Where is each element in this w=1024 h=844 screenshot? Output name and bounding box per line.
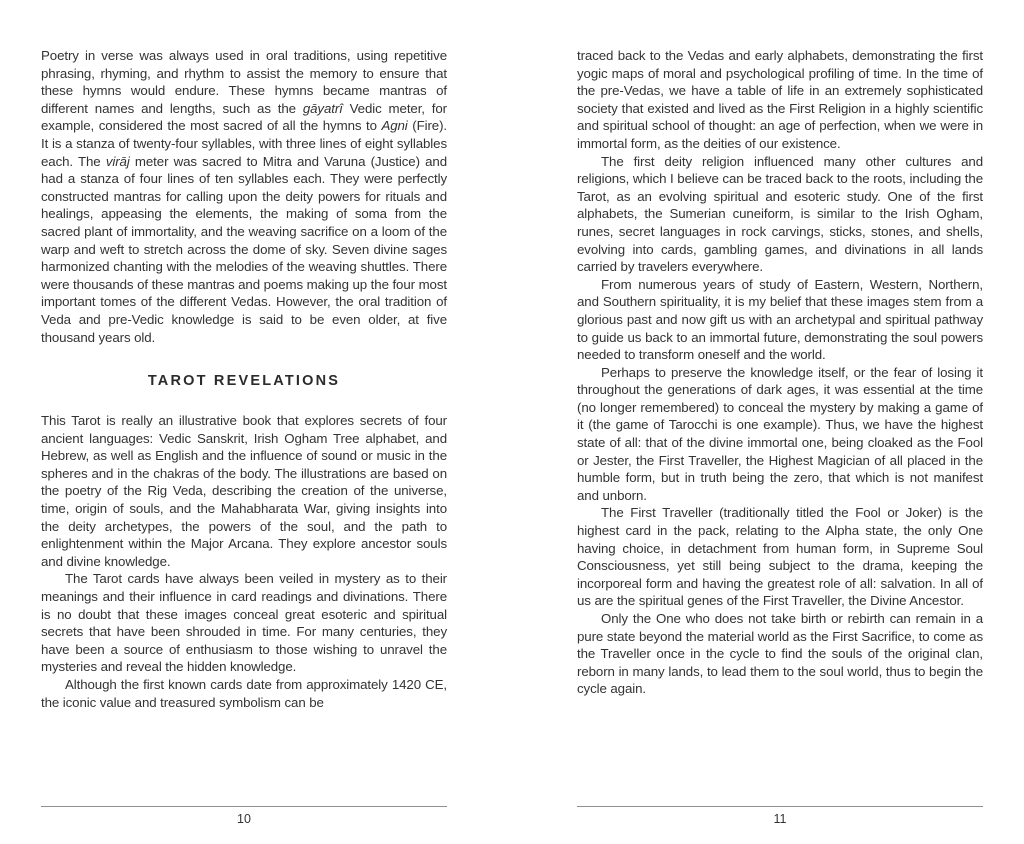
paragraph: Although the first known cards date from approximately 1420 CE, the iconic value and treasured symbolism can be bbox=[41, 677, 447, 710]
paragraph: The First Traveller (traditionally titled the Fool or Joker) is the highest card in the pack, relating to the Alpha state, the only One having choice, in detachment from human form, in Supreme Soul Consciousness, yet still being subject to the drama, keeping the incorporeal form and having the greatest role of all: salvation. In all of us are the spiritual genes of the First Traveller, the Divine Ancestor. bbox=[577, 505, 983, 609]
page-left-content bbox=[41, 47, 447, 711]
paragraph: This Tarot is really an illustrative book that explores secrets of four ancient languages: Vedic Sanskrit, Irish Ogham Tree alphabet, and Hebrew, as well as English and the influence of sound or music in the spheres and in the chakras of the body. The illustrations are based on the poetry of the Rig Veda, describing the creation of the universe, time, origin of souls, and the Mahabharata War, giving insights into the deity archetypes, the powers of the soul, and the path to enlightenment within the Major Arcana. They explore ancestor souls and divine knowledge. bbox=[41, 413, 447, 569]
paragraph: The Tarot cards have always been veiled in mystery as to their meanings and their influence in card readings and divinations. There is no doubt that these images conceal great esoteric and spiritual secrets that have been shrouded in time. For many centuries, they have been a source of enthusiasm to those wishing to unravel the mysteries and reveal the hidden knowledge. bbox=[41, 571, 447, 675]
paragraph: Poetry in verse was always used in oral traditions, using repetitive phrasing, rhyming, and rhythm to assist the memory to ensure that these hymns would endure. These hymns became mantras of different names and lengths, such as the gāyatrî Vedic meter, for example, considered the most sacred of all the hymns to Agni (Fire). It is a stanza of twenty-four syllables, with three lines of eight syllables each. The virāj meter was sacred to Mitra and Varuna (Justice) and had a stanza of four lines of ten syllables each. They were perfectly constructed mantras for calling upon the deity powers for rituals and healings, appeasing the elements, the making of soma from the sacred plant of immortality, and the weaving sacrifice on a loom of the warp and weft to stretch across the dome of sky. Seven divine sages harmonized chanting with the melodies of the weaving shuttles. There were thousands of these mantras and poems making up the four most important tomes of the different Vedas. However, the oral tradition of Veda and pre-Vedic knowledge is said to be even older, at five thousand years old. bbox=[41, 48, 447, 345]
page-right bbox=[577, 0, 983, 844]
paragraph: Perhaps to preserve the knowledge itself, or the fear of losing it throughout the generations of dark ages, it was essential at the time (no longer remembered) to conceal the mystery by making a game of it (the game of Tarocchi is one example). Thus, we have the highest state of all: that of the divine immortal one, being cloaked as the Fool or Jester, the First Traveller, the Highest Magician of all placed in the humble form, but in truth being the zero, that which is not manifest and unborn. bbox=[577, 364, 983, 503]
page-right-content bbox=[577, 47, 983, 698]
paragraph: From numerous years of study of Eastern, Western, Northern, and Southern spirituality, it is my belief that these images stem from a glorious past and now gift us with an archetypal and spiritual pathway to guide us back to an immortal future, demonstrating the soul powers needed to transform oneself and the world. bbox=[577, 276, 983, 363]
footer-rule bbox=[41, 806, 447, 807]
page-left bbox=[41, 0, 447, 844]
paragraph: The first deity religion influenced many other cultures and religions, which I believe can be traced back to the roots, including the Tarot, as an evolving spiritual and esoteric study. One of the first alphabets, the Sumerian cuneiform, is similar to the Irish Ogham, runes, secret languages in rock carvings, sticks, stones, and shells, evolving into cards, gambling games, and divinations in all lands carried by travelers everywhere. bbox=[577, 153, 983, 275]
paragraph: traced back to the Vedas and early alphabets, demonstrating the first yogic maps of moral and psychological profiling of time. In the time of the pre-Vedas, we have a table of life in an extremely sophisticated society that existed and lived as the First Religion in a highly scientific and spiritual school of thought: an age of perfection, when we were in immortal form, as the deities of our existence. bbox=[577, 48, 983, 151]
section-heading: TAROT REVELATIONS bbox=[147, 373, 341, 390]
page-number: 10 bbox=[237, 812, 251, 826]
paragraph: Only the One who does not take birth or rebirth can remain in a pure state beyond the material world as the First Sacrifice, to come as the Traveller once in the cycle to find the souls of the original clan, reborn in many lands, to lead them to the soul world, thus to begin the cycle again. bbox=[577, 611, 983, 697]
page-left-footer bbox=[41, 806, 447, 826]
footer-rule bbox=[577, 806, 983, 807]
page-number: 11 bbox=[773, 812, 787, 826]
page-right-footer bbox=[577, 806, 983, 826]
